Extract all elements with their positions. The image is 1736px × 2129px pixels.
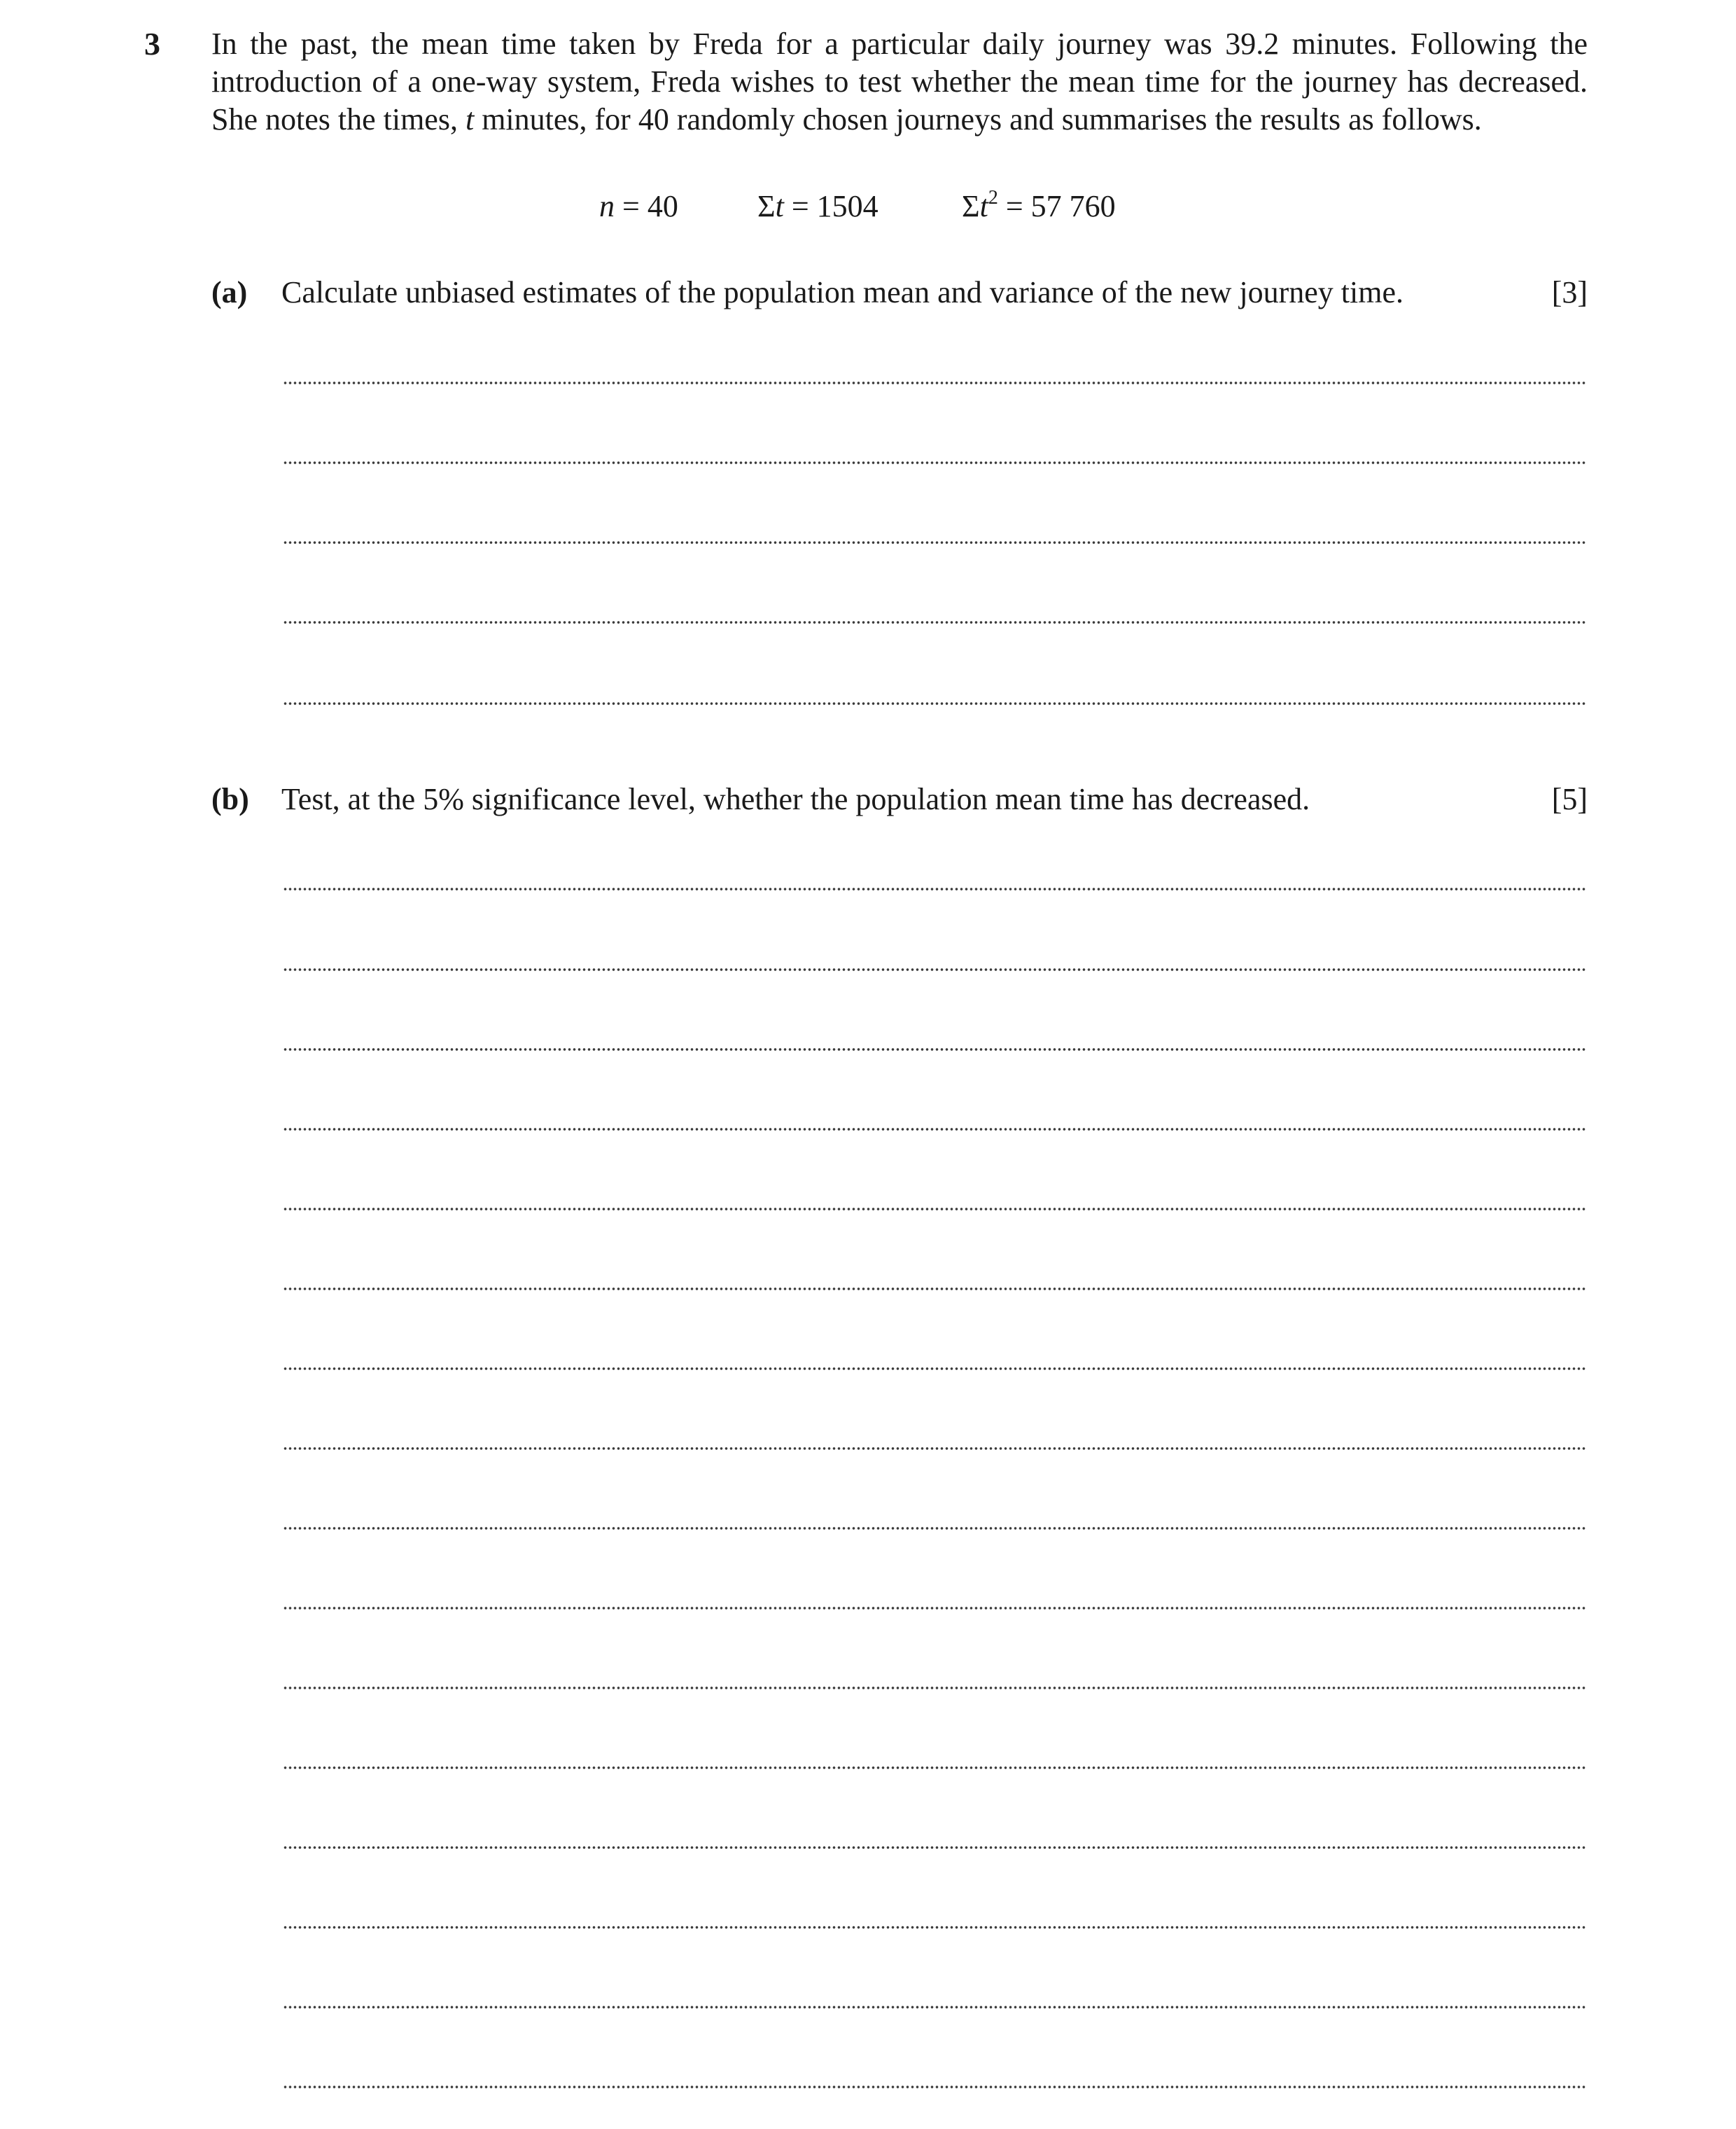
answer-line[interactable] — [283, 1527, 1586, 1530]
question-number: 3 — [144, 26, 160, 62]
answer-line[interactable] — [283, 382, 1586, 384]
part-b-label: (b) — [211, 782, 249, 816]
answer-line[interactable] — [283, 1128, 1586, 1131]
part-b-text: Test, at the 5% significance level, whether the population mean time has decreased. — [281, 782, 1310, 816]
summary-n — [599, 188, 678, 225]
t-symbol: t — [979, 189, 988, 223]
answer-line[interactable] — [283, 888, 1586, 891]
answer-line[interactable] — [283, 1926, 1586, 1929]
n-value: = 40 — [615, 189, 678, 223]
intro-text-start: In the past, the mean time taken by Freda for a particular daily journey was 39.2 minutes. Following the introduction of a one-way system, Freda wishes to test whether the mean time for the journey has decreased. She notes the times, — [211, 27, 1588, 137]
summary-sum-t-squared — [962, 188, 1116, 225]
answer-line[interactable] — [283, 1607, 1586, 1610]
answer-line[interactable] — [283, 968, 1586, 971]
answer-line[interactable] — [283, 1447, 1586, 1450]
summary-sum-t — [757, 188, 878, 225]
answer-line[interactable] — [283, 1287, 1586, 1290]
part-a-label: (a) — [211, 275, 248, 309]
answer-line[interactable] — [283, 1766, 1586, 1769]
n-symbol: n — [599, 189, 615, 223]
sum-t-value: = 1504 — [783, 189, 878, 223]
t-symbol: t — [775, 189, 784, 223]
variable-t: t — [465, 102, 475, 137]
answer-line[interactable] — [283, 1048, 1586, 1051]
part-a-text: Calculate unbiased estimates of the population mean and variance of the new journey time. — [281, 275, 1404, 309]
sum-t-squared-value: = 57 760 — [997, 189, 1116, 223]
answer-line[interactable] — [283, 2086, 1586, 2088]
answer-line[interactable] — [283, 2006, 1586, 2009]
answer-line[interactable] — [283, 702, 1586, 705]
answer-line[interactable] — [283, 1208, 1586, 1210]
sigma-symbol: Σ — [962, 189, 980, 223]
answer-line[interactable] — [283, 621, 1586, 624]
intro-text-end: minutes, for 40 randomly chosen journeys and summarises the results as follows. — [474, 102, 1482, 137]
answer-line[interactable] — [283, 1846, 1586, 1849]
question-intro — [211, 25, 1588, 139]
answer-line[interactable] — [283, 541, 1586, 544]
sigma-symbol: Σ — [757, 189, 776, 223]
answer-line[interactable] — [283, 1687, 1586, 1689]
part-a-marks: [3] — [1551, 275, 1588, 309]
answer-line[interactable] — [283, 1367, 1586, 1370]
answer-line[interactable] — [283, 461, 1586, 464]
power-two: 2 — [988, 187, 998, 209]
part-b-marks: [5] — [1551, 782, 1588, 816]
